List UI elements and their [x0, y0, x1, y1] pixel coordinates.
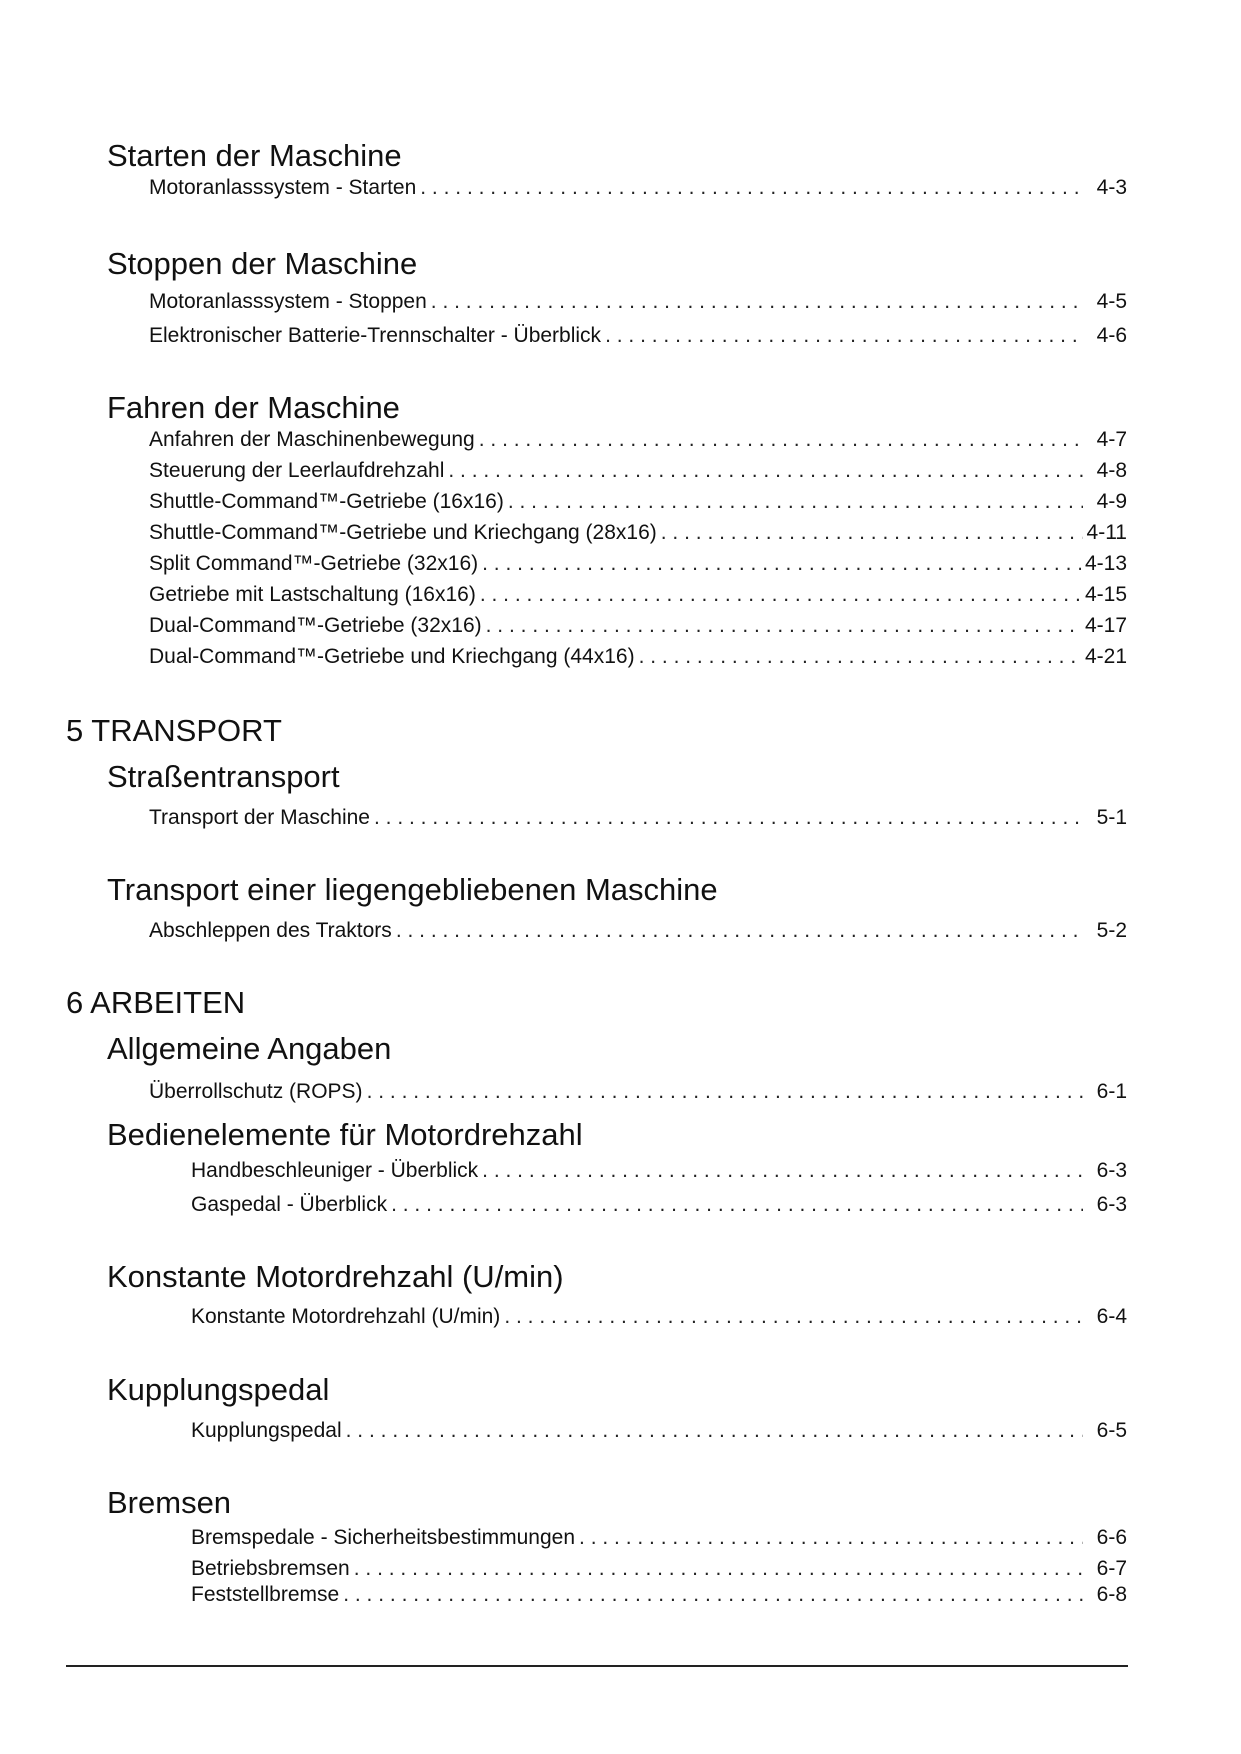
dot-leader	[396, 918, 1083, 944]
dot-leader	[431, 289, 1083, 315]
toc-page-number: 6-8	[1096, 1583, 1127, 1606]
toc-page-number: 4-21	[1084, 645, 1127, 668]
dot-leader	[479, 427, 1083, 453]
toc-entry[interactable]	[191, 1556, 1127, 1582]
toc-entry-title: Konstante Motordrehzahl (U/min)	[191, 1305, 501, 1328]
toc-entry-title: Dual-Command™-Getriebe (32x16)	[149, 614, 482, 637]
dot-leader	[579, 1525, 1083, 1551]
toc-page-number: 6-3	[1096, 1159, 1127, 1182]
section-heading: Straßentransport	[107, 759, 340, 794]
toc-entry[interactable]	[149, 582, 1127, 608]
toc-entry-title: Abschleppen des Traktors	[149, 919, 392, 942]
toc-entry-title: Feststellbremse	[191, 1583, 340, 1606]
toc-entry-title: Betriebsbremsen	[191, 1557, 350, 1580]
toc-entry-title: Steuerung der Leerlaufdrehzahl	[149, 459, 445, 482]
toc-page-number: 6-6	[1096, 1526, 1127, 1549]
toc-entry-title: Bremspedale - Sicherheitsbestimmungen	[191, 1526, 576, 1549]
footer-rule	[66, 1665, 1128, 1667]
toc-entry[interactable]	[149, 1079, 1127, 1105]
toc-entry-title: Motoranlasssystem - Stoppen	[149, 290, 427, 313]
toc-page-number: 4-3	[1096, 176, 1127, 199]
toc-page-number: 6-5	[1096, 1419, 1127, 1442]
toc-entry[interactable]	[191, 1304, 1127, 1330]
section-heading: Allgemeine Angaben	[107, 1031, 392, 1066]
dot-leader	[504, 1304, 1083, 1330]
toc-page-number: 6-7	[1096, 1557, 1127, 1580]
toc-entry-title: Dual-Command™-Getriebe und Kriechgang (44x16)	[149, 645, 635, 668]
toc-entry[interactable]	[191, 1158, 1127, 1184]
dot-leader	[605, 323, 1083, 349]
section-heading: Transport einer liegengebliebenen Maschine	[107, 872, 718, 907]
toc-entry-title: Transport der Maschine	[149, 806, 370, 829]
toc-entry[interactable]	[149, 644, 1127, 670]
toc-entry[interactable]	[191, 1525, 1127, 1551]
dot-leader	[343, 1582, 1083, 1608]
toc-entry[interactable]	[191, 1582, 1127, 1608]
toc-page-number: 4-7	[1096, 428, 1127, 451]
toc-entry[interactable]	[149, 323, 1127, 349]
toc-entry-title: Shuttle-Command™-Getriebe und Kriechgang (28x16)	[149, 521, 657, 544]
dot-leader	[420, 175, 1083, 201]
toc-page-number: 4-13	[1084, 552, 1127, 575]
section-heading: Kupplungspedal	[107, 1372, 330, 1407]
toc-entry[interactable]	[191, 1192, 1127, 1218]
chapter-heading: 5 TRANSPORT	[66, 713, 282, 748]
chapter-heading: 6 ARBEITEN	[66, 985, 246, 1020]
dot-leader	[354, 1556, 1083, 1582]
toc-page-number: 6-3	[1096, 1193, 1127, 1216]
dot-leader	[448, 458, 1083, 484]
toc-page-number: 6-4	[1096, 1305, 1127, 1328]
toc-entry[interactable]	[149, 613, 1127, 639]
toc-entry[interactable]	[149, 489, 1127, 515]
toc-page-number: 5-2	[1096, 919, 1127, 942]
dot-leader	[661, 520, 1083, 546]
toc-entry-title: Shuttle-Command™-Getriebe (16x16)	[149, 490, 504, 513]
dot-leader	[374, 805, 1083, 831]
dot-leader	[482, 1158, 1083, 1184]
toc-entry[interactable]	[149, 520, 1127, 546]
dot-leader	[346, 1418, 1083, 1444]
toc-page-number: 6-1	[1096, 1080, 1127, 1103]
toc-entry-title: Gaspedal - Überblick	[191, 1193, 388, 1216]
toc-page-number: 4-9	[1096, 490, 1127, 513]
toc-entry-title: Kupplungspedal	[191, 1419, 342, 1442]
section-heading: Fahren der Maschine	[107, 390, 400, 425]
toc-page-number: 5-1	[1096, 806, 1127, 829]
section-heading: Stoppen der Maschine	[107, 246, 418, 281]
dot-leader	[486, 613, 1081, 639]
toc-entry[interactable]	[149, 551, 1127, 577]
toc-entry-title: Elektronischer Batterie-Trennschalter - Überblick	[149, 324, 602, 347]
toc-entry-title: Motoranlasssystem - Starten	[149, 176, 417, 199]
toc-entry[interactable]	[149, 175, 1127, 201]
toc-entry[interactable]	[149, 427, 1127, 453]
toc-entry[interactable]	[191, 1418, 1127, 1444]
toc-page-number: 4-6	[1096, 324, 1127, 347]
toc-entry-title: Split Command™-Getriebe (32x16)	[149, 552, 479, 575]
toc-page-number: 4-17	[1084, 614, 1127, 637]
toc-entry-title: Anfahren der Maschinenbewegung	[149, 428, 475, 451]
dot-leader	[639, 644, 1081, 670]
section-heading: Bremsen	[107, 1485, 232, 1520]
toc-entry[interactable]	[149, 805, 1127, 831]
dot-leader	[391, 1192, 1083, 1218]
toc-entry[interactable]	[149, 458, 1127, 484]
toc-page-number: 4-11	[1086, 521, 1127, 544]
section-heading: Konstante Motordrehzahl (U/min)	[107, 1259, 564, 1294]
dot-leader	[508, 489, 1083, 515]
dot-leader	[367, 1079, 1083, 1105]
dot-leader	[482, 551, 1081, 577]
toc-page-number: 4-8	[1096, 459, 1127, 482]
toc-entry-title: Getriebe mit Lastschaltung (16x16)	[149, 583, 476, 606]
toc-page-number: 4-15	[1084, 583, 1127, 606]
toc-entry-title: Handbeschleuniger - Überblick	[191, 1159, 479, 1182]
section-heading: Starten der Maschine	[107, 138, 402, 173]
dot-leader	[480, 582, 1081, 608]
section-heading: Bedienelemente für Motordrehzahl	[107, 1117, 583, 1152]
toc-entry[interactable]	[149, 918, 1127, 944]
toc-page-number: 4-5	[1096, 290, 1127, 313]
toc-entry[interactable]	[149, 289, 1127, 315]
toc-entry-title: Überrollschutz (ROPS)	[149, 1080, 363, 1103]
